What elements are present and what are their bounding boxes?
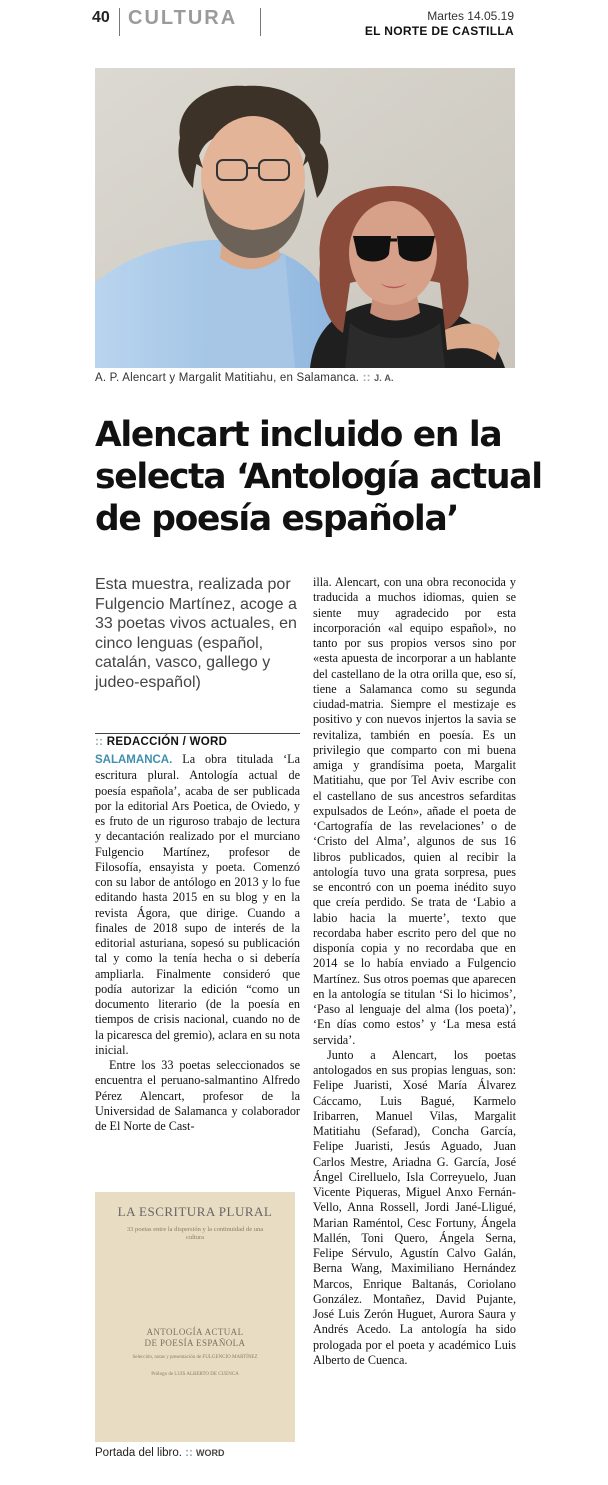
article-byline — [95, 733, 300, 748]
byline-separator: :: — [95, 736, 104, 748]
headline-line: selecta ‘Antología actual — [95, 457, 542, 497]
book-cover-image — [95, 1192, 295, 1442]
paragraph-text: Junto a Alencart, los poetas antologados en sus propias lenguas, son: Felipe Juaristi, Xosé María Álvarez Cáccamo, Luis Bagué, Karmelo Iribarren, Manuel Vilas, Margalit Matitiahu (Sefarad), Concha García, Felipe Juaristi, Jesús Aguado, Juan Carlos Mestre, Ariadna G. García, José Ángel Cirelluelo, Isla Correyuelo, Juan Vicente Piqueras, Miguel Anxo Fernán-Vello, Anna Rossell, Jordi Jané-Lligué, Marian Raméntol, Cesc Fortuny, Ángela Mallén, Toni Quero, Ángela Serna, Felipe Sérvulo, Agustín Calvo Galán, Berna Wang, Maximiliano Hernández Marcos, Enrique Baltanás, Coriolano González. Montañez, David Pujante, José Luis Zerón Huguet, Aurora Saura y Andrés Acedo. La antología ha sido prologada por el poeta y académico Luis Alberto de Cuenca. — [313, 1047, 516, 1367]
byline-text: REDACCIÓN / WORD — [106, 736, 228, 748]
cover-book-title-line: DE POESÍA ESPAÑOLA — [144, 1338, 246, 1348]
article-lead: Esta muestra, realizada por Fulgencio Martínez, acoge a 33 poetas vivos actuales, en cinco lenguas (español, catalán, vasco, gallego y judeo-español) — [95, 576, 297, 691]
credit-separator: :: — [362, 372, 371, 384]
body-column-right — [313, 575, 516, 1368]
caption-text: Portada del libro. — [95, 1447, 182, 1459]
cover-book-title — [95, 1327, 295, 1349]
photo-credit: J. A. — [374, 373, 394, 383]
cover-title: LA ESCRITURA PLURAL — [117, 1204, 273, 1219]
paragraph-text: illa. Alencart, con una obra reconocida y traducida a muchos idiomas, quien se siente muy agradecido por esta incorporación «al equipo español», no tanto por sus propios versos sino por «esta apuesta de incorporar a un hablante del castellano de la otra orilla que, eso sí, tiene a Salamanca como su segunda ciudad-matria. Siempre el mestizaje es positivo y con nuevos injertos la savia se revitaliza, también en poesía. Es un privilegio que comparto con mi buena amiga y grandísima poeta, Margalit Matitiahu, que por Tel Aviv escribe con el castellano de sus ancestros sefarditas expulsados de León», añade el poeta de ‘Cartografía de las revelaciones’ o de ‘Cristo del Alma’, algunos de sus 16 libros publicados, quien al recibir la antología tuvo una grata sorpresa, pues se encontró con un poema inédito suyo que creía perdido. Se trata de ‘Labio a labio hacia la muerte’, texto que recordaba haber escrito pero del que no disponía copia y no recordaba que en 2014 se lo había enviado a Fulgencio Martínez. Sus otros poemas que aparecen en la antología se titulan ‘Si lo hicimos’, ‘Paso al lenguaje del alma (los poeta)’, ‘En días como estos’ y ‘La mesa está servida’. — [313, 575, 516, 1047]
body-paragraph — [313, 575, 516, 1048]
header-divider — [119, 8, 120, 36]
body-paragraph — [95, 1058, 300, 1134]
dateline-city: SALAMANCA. — [95, 754, 173, 766]
paragraph-text: Entre los 33 poetas seleccionados se encuentra el peruano-salmantino Alfredo Pérez Alencart, profesor de la Universidad de Salamanca y colaborador de El Norte de Cast- — [95, 1058, 300, 1133]
headline-line: Alencart incluido en la — [95, 415, 502, 455]
body-paragraph — [95, 752, 300, 1058]
photo-illustration — [95, 68, 515, 368]
cover-caption — [95, 1447, 300, 1459]
cover-editor-line: Selección, notas y presentación de FULGENCIO MARTÍNEZ — [132, 1355, 258, 1360]
article-photo — [95, 68, 515, 368]
photo-caption — [95, 372, 515, 384]
page-number: 40 — [92, 9, 110, 26]
header-divider — [260, 8, 261, 36]
paragraph-text: La obra titulada ‘La escritura plural. Antología actual de poesía española’, acaba de ser publicada por la editorial Ars Poetica, de Oviedo, y es fruto de un riguroso trabajo de lectura y decantación realizado por el murciano Fulgencio Martínez, profesor de Filosofía, ensayista y poeta. Comenzó con su labor de antólogo en 2013 y lo fue editando hasta 2015 en su blog y en la revista Ágora, que dirige. Cuando a finales de 2018 supo de interés de la editorial asturiana, sopesó su publicación tal y como la tenía hecha o si debería ampliarla. Finalmente consideró que podía autorizar la edición “como un documento literario (de la poesía en tiempos de crisis nacional, cuando no de la picaresca del gremio), aclara en su nota inicial. — [95, 752, 300, 1057]
page-header — [92, 6, 514, 40]
cover-subtitle: 33 poetas entre la dispersión y la continuidad de una cultura — [126, 1226, 264, 1241]
caption-text: A. P. Alencart y Margalit Matitiahu, en Salamanca. — [95, 372, 360, 384]
credit-separator: :: — [185, 1447, 193, 1459]
section-name: CULTURA — [128, 7, 238, 29]
newspaper-name: EL NORTE DE CASTILLA — [364, 24, 514, 38]
issue-date: Martes 14.05.19 — [427, 9, 514, 23]
cover-book-title-line: ANTOLOGÍA ACTUAL — [146, 1327, 244, 1337]
body-paragraph — [313, 1048, 516, 1368]
cover-prologue-line: Prólogo de LUIS ALBERTO DE CUENCA — [151, 1372, 239, 1377]
body-column-left — [95, 752, 300, 1134]
cover-credit: WORD — [196, 1448, 225, 1458]
article-headline — [95, 414, 542, 540]
headline-line: de poesía española’ — [95, 499, 459, 539]
